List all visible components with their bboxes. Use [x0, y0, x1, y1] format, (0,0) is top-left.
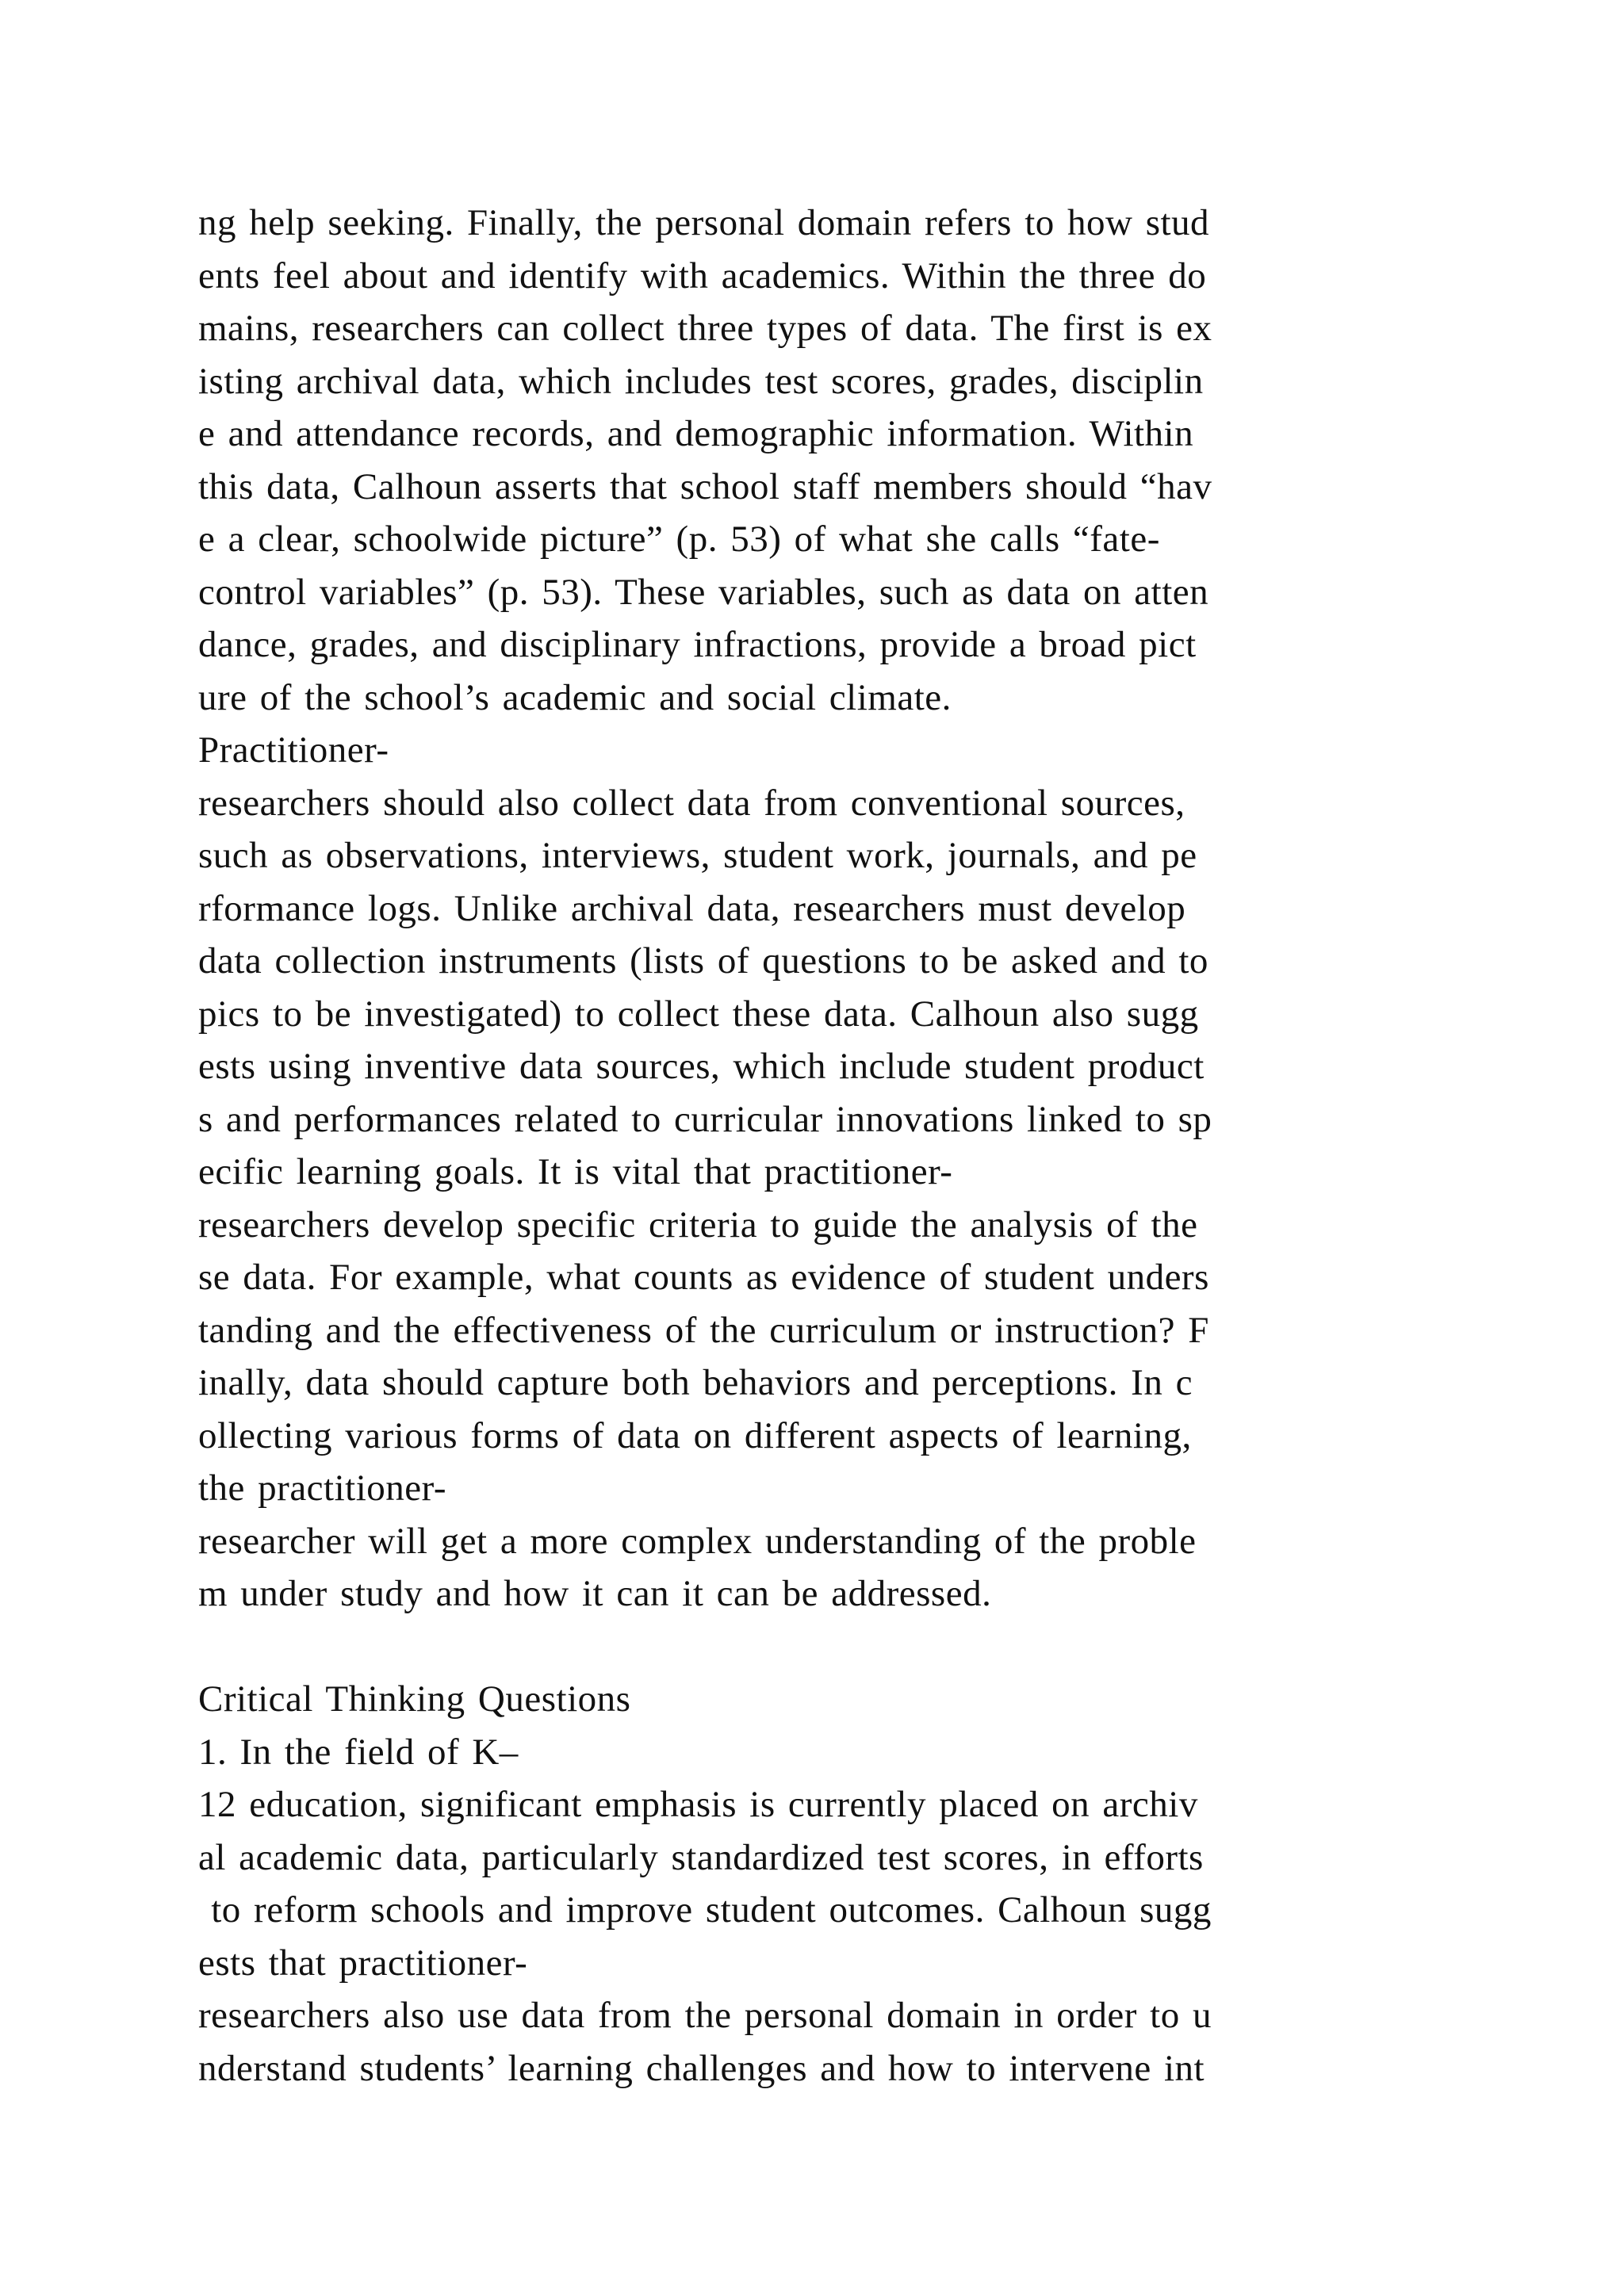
text-line: tanding and the effectiveness of the curriculum or instruction? F [198, 1309, 1209, 1351]
text-line: ents feel about and identify with academics. Within the three do [198, 254, 1207, 297]
text-line: e and attendance records, and demographic information. Within [198, 413, 1194, 454]
text-line: al academic data, particularly standardized test scores, in efforts [198, 1836, 1204, 1878]
text-line: data collection instruments (lists of questions to be asked and to [198, 940, 1208, 982]
text-line: isting archival data, which includes test scores, grades, disciplin [198, 360, 1204, 402]
text-line: this data, Calhoun asserts that school staff members should “hav [198, 465, 1212, 507]
text-line: researcher will get a more complex understanding of the proble [198, 1520, 1197, 1562]
text-line: Practitioner- [198, 729, 389, 771]
text-line: nderstand students’ learning challenges and how to intervene int [198, 2047, 1205, 2089]
text-line: ests that practitioner- [198, 1942, 528, 1984]
text-line: inally, data should capture both behaviors and perceptions. In c [198, 1362, 1193, 1403]
text-line: 12 education, significant emphasis is currently placed on archiv [198, 1784, 1198, 1825]
text-line: ng help seeking. Finally, the personal domain refers to how stud [198, 202, 1210, 243]
text-line: the practitioner- [198, 1468, 446, 1509]
paragraph-gap [198, 1621, 1451, 1674]
text-line: rformance logs. Unlike archival data, researchers must develop [198, 887, 1186, 929]
text-line: dance, grades, and disciplinary infractions, provide a broad pict [198, 624, 1197, 665]
text-line: 1. In the field of K– [198, 1731, 519, 1773]
text-line: ests using inventive data sources, which include student product [198, 1046, 1205, 1087]
document-body [198, 197, 1451, 2095]
text-line: e a clear, schoolwide picture” (p. 53) of what she calls “fate- [198, 519, 1160, 560]
text-line: such as observations, interviews, student work, journals, and pe [198, 835, 1197, 876]
text-line: researchers also use data from the personal domain in order to u [198, 1995, 1212, 2036]
text-line: to reform schools and improve student outcomes. Calhoun sugg [198, 1889, 1212, 1931]
text-line: researchers should also collect data from conventional sources, [198, 782, 1185, 824]
text-line: mains, researchers can collect three types of data. The first is ex [198, 308, 1212, 349]
text-line: m under study and how it can it can be addressed. [198, 1573, 992, 1614]
text-line: ollecting various forms of data on different aspects of learning, [198, 1414, 1192, 1456]
text-line: pics to be investigated) to collect these data. Calhoun also sugg [198, 993, 1199, 1035]
text-line: se data. For example, what counts as evidence of student unders [198, 1257, 1209, 1298]
text-line: control variables” (p. 53). These variables, such as data on atten [198, 571, 1209, 613]
text-line: s and performances related to curricular innovations linked to sp [198, 1098, 1212, 1140]
section-heading: Critical Thinking Questions [198, 1678, 631, 1720]
text-line: ecific learning goals. It is vital that practitioner- [198, 1151, 953, 1192]
text-line: researchers develop specific criteria to guide the analysis of the [198, 1203, 1198, 1246]
text-line: ure of the school’s academic and social climate. [198, 676, 952, 718]
